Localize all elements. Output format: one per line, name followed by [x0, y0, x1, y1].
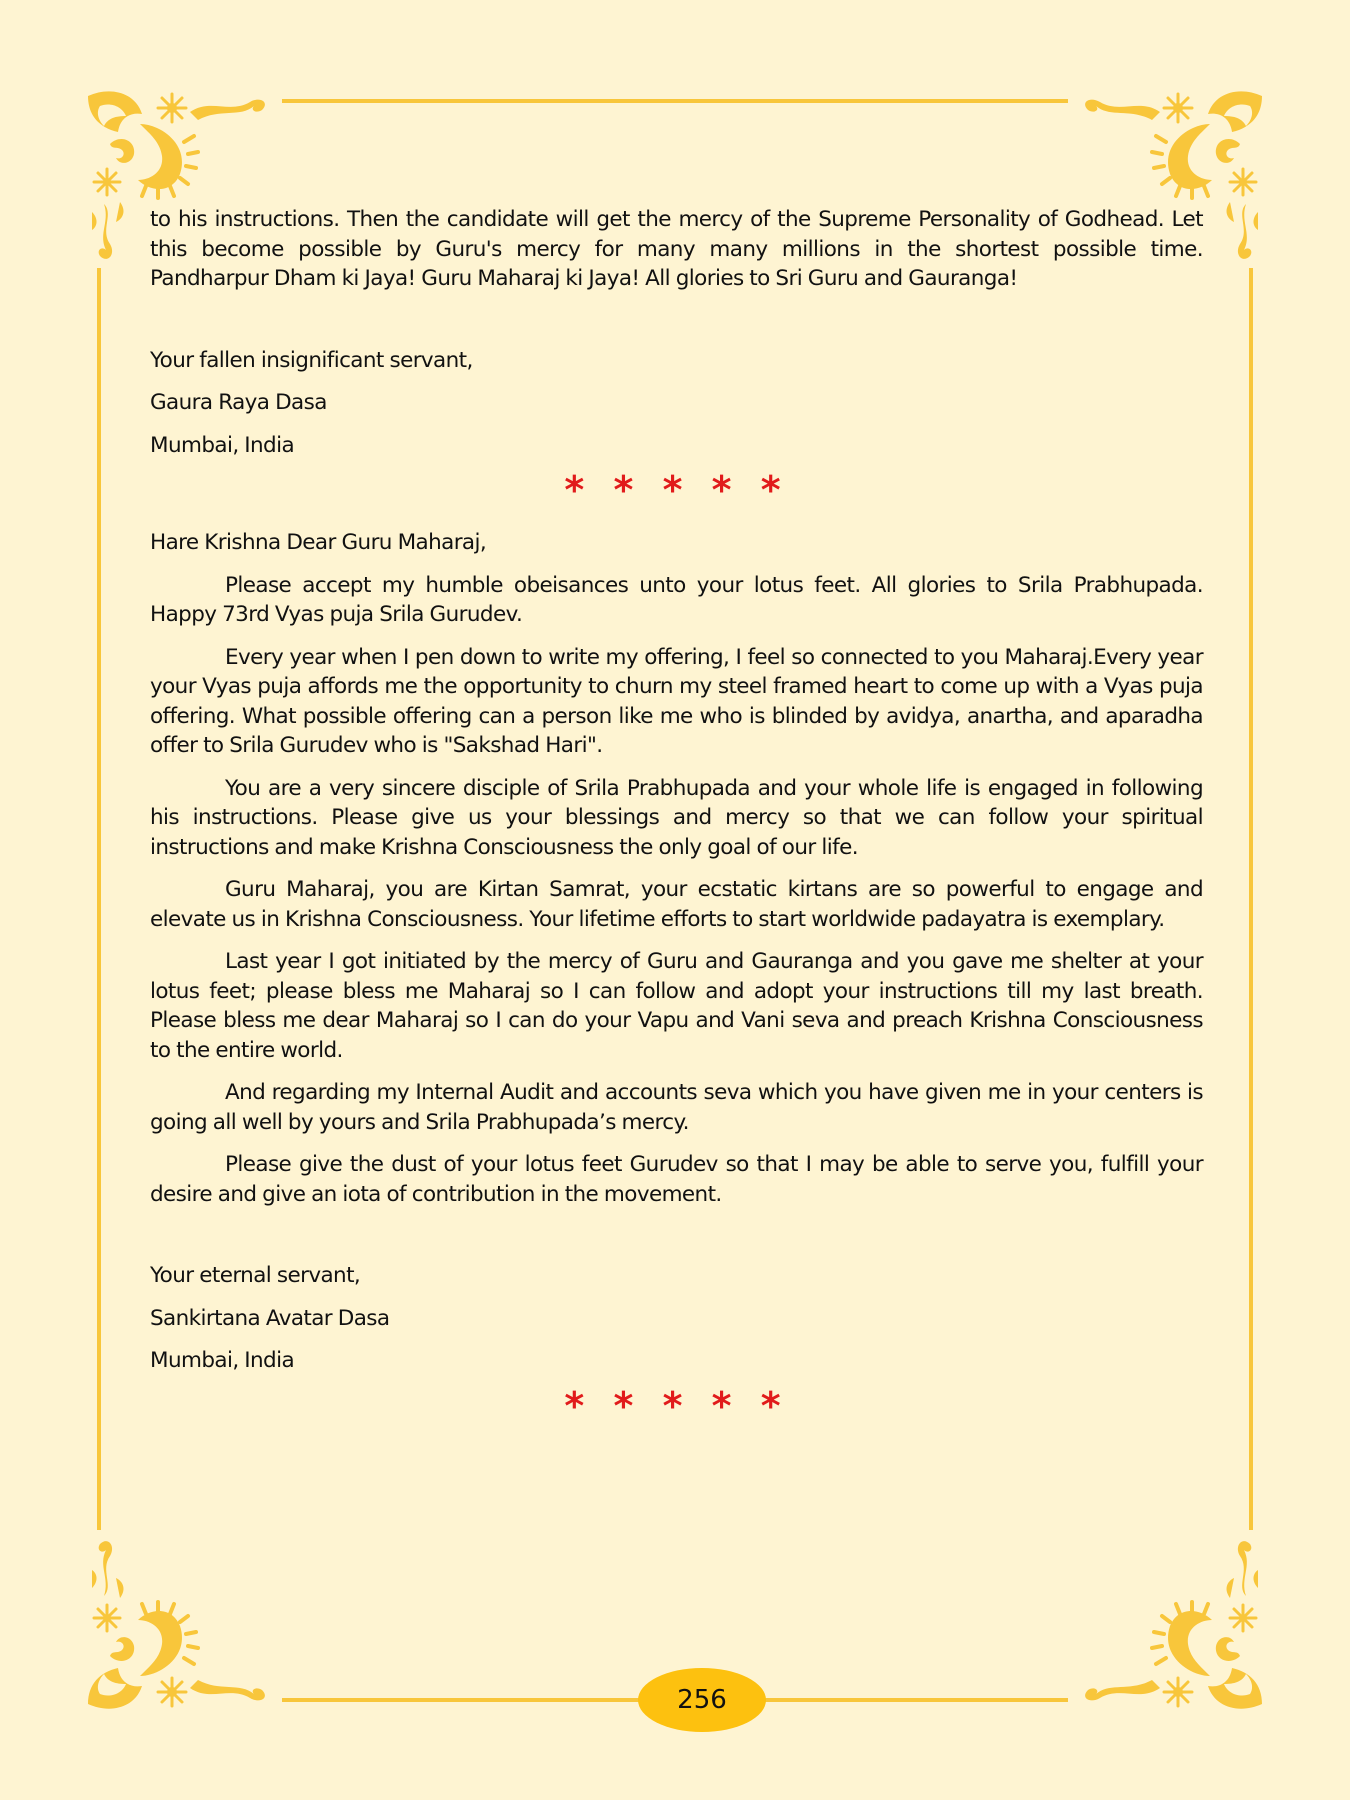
- paragraph: Please accept my humble obeisances unto your lotus feet. All glories to Srila Prabhupada. Happy 73rd Vyas puja Srila Gurudev.: [150, 572, 1203, 627]
- author-name: Gaura Raya Dasa: [150, 390, 327, 415]
- floral-corner-icon: [80, 1516, 280, 1716]
- border-left: [97, 268, 101, 1530]
- page-content: [150, 205, 1203, 1426]
- salutation: Hare Krishna Dear Guru Maharaj,: [150, 530, 487, 555]
- paragraph: You are a very sincere disciple of Srila Prabhupada and your whole life is engaged in following his instructions. Please give us your blessings and mercy so that we can follow your spiritual instructions and make Krishna Consciousness the only goal of our life.: [150, 775, 1203, 860]
- floral-corner-icon: [1070, 1516, 1270, 1716]
- paragraph: And regarding my Internal Audit and accounts seva which you have given me in your centers is going all well by yours and Srila Prabhupada’s mercy.: [150, 1080, 1203, 1135]
- separator-stars: * * * * *: [564, 468, 789, 512]
- border-bottom-left: [282, 1698, 642, 1702]
- letter-gaura-raya-dasa: [150, 205, 1203, 460]
- signoff: Your eternal servant,: [150, 1263, 361, 1288]
- border-bottom-right: [762, 1698, 1068, 1702]
- border-top: [282, 99, 1068, 103]
- border-right: [1249, 268, 1253, 1530]
- paragraph: Last year I got initiated by the mercy of Guru and Gauranga and you gave me shelter at your lotus feet; please bless me Maharaj so I can follow and adopt your instructions till my last breath. Please bless me dear Maharaj so I can do your Vapu and Vani seva and preach Krishna Consciousness to the entire world.: [150, 949, 1203, 1063]
- closing-paragraph: to his instructions. Then the candidate will get the mercy of the Supreme Personality of Godhead. Let this become possible by Guru's mercy for many many millions in the shortest possible time. Pandharpur Dham ki Jaya! Guru Maharaj ki Jaya! All glories to Sri Guru and Gauranga!: [150, 207, 1203, 291]
- signoff: Your fallen insignificant servant,: [150, 347, 473, 373]
- paragraph: Guru Maharaj, you are Kirtan Samrat, your ecstatic kirtans are so powerful to engage and elevate us in Krishna Consciousness. Your lifetime efforts to start worldwide padayatra is exemplary.: [150, 877, 1203, 932]
- author-location: Mumbai, India: [150, 1348, 295, 1373]
- page-number-badge: [638, 1668, 766, 1732]
- paragraph: Please give the dust of your lotus feet Gurudev so that I may be able to serve you, fulfill your desire and give an iota of contribution in the movement.: [150, 1152, 1203, 1207]
- author-location: Mumbai, India: [150, 432, 295, 458]
- author-name: Sankirtana Avatar Dasa: [150, 1305, 390, 1331]
- separator-stars: * * * * *: [564, 1383, 789, 1428]
- page-number: 256: [677, 1685, 727, 1715]
- letter-sankirtana-avatar-dasa: [150, 528, 1203, 1376]
- paragraph: Every year when I pen down to write my offering, I feel so connected to you Maharaj.Every year your Vyas puja affords me the opportunity to churn my steel framed heart to come up with a Vyas puja offering. What possible offering can a person like me who is blinded by avidya, anartha, and aparadha offer to Srila Gurudev who is "Sakshad Hari".: [150, 644, 1203, 758]
